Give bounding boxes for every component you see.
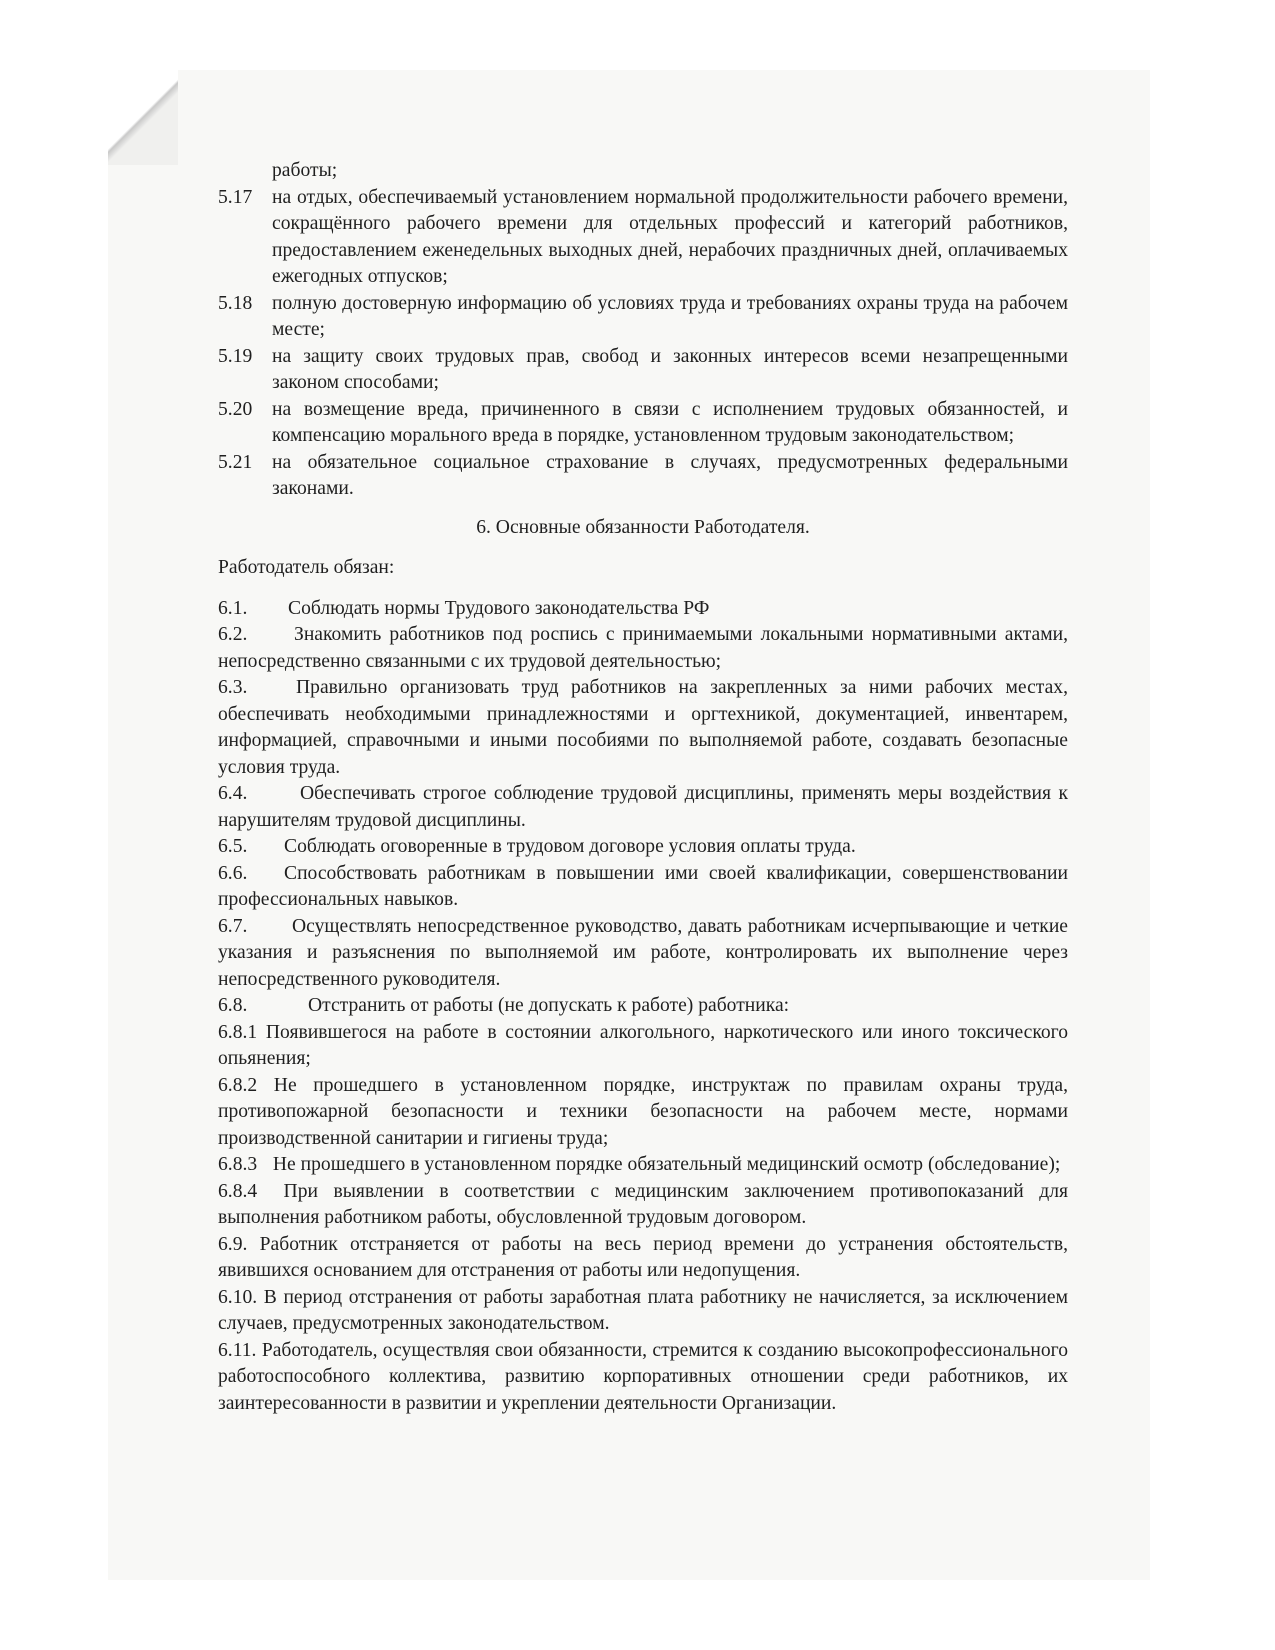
paragraph-number: 6.8. [218, 995, 248, 1016]
list-item [218, 344, 1068, 397]
item-text: на возмещение вреда, причиненного в связи с исполнением трудовых обязанностей, и компенсацию морального вреда в порядке, установленном трудовым законодательством; [272, 398, 1068, 446]
paragraph-6-8-2 [218, 1073, 1068, 1153]
paragraph-6-3 [218, 675, 1068, 781]
paragraph-number: 6.7. [218, 915, 248, 937]
paragraph-6-1 [218, 596, 1068, 623]
item-number: 5.17 [218, 186, 253, 208]
paragraph-6-8-3 [218, 1152, 1068, 1179]
document-body [218, 158, 1068, 1417]
paragraph-text: Работник отстраняется от работы на весь период времени до устранения обстоятельств, явившихся основанием для отстранения от работы или недопущения. [218, 1233, 1068, 1281]
list-item [218, 291, 1068, 344]
item-number: 5.19 [218, 345, 253, 367]
paragraph-6-8-1 [218, 1020, 1068, 1073]
list-item [218, 397, 1068, 450]
item-text: на отдых, обеспечиваемый установлением нормальной продолжительности рабочего времени, сокращённого рабочего времени для отдельных профессий и категорий работников, предоставлением еженедельных выходных дней, нерабочих праздничных дней, оплачиваемых ежегодных отпусков; [272, 186, 1068, 287]
folded-corner [108, 70, 178, 165]
paragraph-text: Осуществлять непосредственное руководство, давать работникам исчерпывающие и четкие указания и разъяснения по выполняемой им работе, контролировать их выполнение через непосредственного руководителя. [218, 915, 1068, 990]
paragraph-6-9 [218, 1232, 1068, 1285]
paragraph-number: 6.8.4 [218, 1180, 258, 1202]
paragraph-text: Работодатель, осуществляя свои обязанности, стремится к созданию высокопрофессионального работоспособного коллектива, развитию корпоративных отношении среди работников, их заинтересованности в развитии и укреплении деятельности Организации. [218, 1339, 1068, 1414]
paragraph-text: Знакомить работников под роспись с принимаемыми локальными нормативными актами, непосредственно связанными с их трудовой деятельностью; [218, 624, 1068, 672]
paragraph-6-8 [218, 993, 1068, 1020]
paragraph-number: 6.9. [218, 1233, 248, 1255]
paragraph-text: Не прошедшего в установленном порядке обязательный медицинский осмотр (обследование); [272, 1154, 1061, 1175]
item-text: полную достоверную информацию об условиях труда и требованиях охраны труда на рабочем месте; [272, 292, 1068, 340]
list-item [218, 450, 1068, 503]
list-item [218, 185, 1068, 291]
paragraph-number: 6.8.2 [218, 1074, 258, 1096]
paragraph-6-5 [218, 834, 1068, 861]
paragraph-number: 6.1. [218, 597, 248, 619]
paragraph-6-10 [218, 1285, 1068, 1338]
paragraph-text: При выявлении в соответствии с медицинским заключением противопоказаний для выполнения работником работы, обусловленной трудовым договором. [218, 1180, 1068, 1228]
paragraph-6-6 [218, 861, 1068, 914]
paragraph-text: Соблюдать оговоренные в трудовом договоре условия оплаты труда. [284, 836, 856, 857]
item-number: 5.18 [218, 292, 253, 314]
paragraph-6-8-4 [218, 1179, 1068, 1232]
paragraph-text: Отстранить от работы (не допускать к работе) работника: [308, 995, 790, 1016]
item-text: на защиту своих трудовых прав, свобод и законных интересов всеми незапрещенными законом способами; [272, 345, 1068, 393]
paragraph-number: 6.3. [218, 677, 248, 698]
paragraph-text: Правильно организовать труд работников на закрепленных за ними рабочих местах, обеспечивать необходимыми принадлежностями и оргтехникой, документацией, инвентарем, информацией, справочными и иными пособиями по выполняемой работе, создавать безопасные условия труда. [218, 677, 1068, 778]
item-number: 5.21 [218, 451, 253, 473]
continuation-text: работы; [272, 160, 338, 181]
paragraph-6-4 [218, 781, 1068, 834]
paragraph-text: Появившегося на работе в состоянии алкогольного, наркотического или иного токсического опьянения; [218, 1021, 1068, 1069]
paragraph-number: 6.6. [218, 862, 248, 884]
paragraph-number: 6.5. [218, 836, 248, 857]
section-intro: Работодатель обязан: [218, 557, 395, 578]
item-text: на обязательное социальное страхование в случаях, предусмотренных федеральными законами. [272, 451, 1068, 499]
paragraph-text: Обеспечивать строгое соблюдение трудовой дисциплины, применять меры воздействия к нарушителям трудовой дисциплины. [218, 783, 1068, 831]
paragraph-number: 6.11. [218, 1339, 257, 1361]
paragraph-text: В период отстранения от работы заработная плата работнику не начисляется, за исключением случаев, предусмотренных законодательством. [218, 1286, 1068, 1334]
section-title: 6. Основные обязанности Работодателя. [476, 516, 810, 538]
paragraph-6-11 [218, 1338, 1068, 1418]
item-number: 5.20 [218, 398, 253, 420]
paragraph-6-2 [218, 622, 1068, 675]
paragraph-text: Способствовать работникам в повышении ими своей квалификации, совершенствовании профессиональных навыков. [218, 862, 1068, 910]
paragraph-number: 6.4. [218, 783, 248, 804]
paragraph-number: 6.8.3 [218, 1154, 258, 1175]
paragraph-number: 6.10. [218, 1286, 258, 1308]
paragraph-text: Соблюдать нормы Трудового законодательства РФ [288, 597, 710, 619]
paragraph-number: 6.8.1 [218, 1021, 258, 1043]
paragraph-text: Не прошедшего в установленном порядке, инструктаж по правилам охраны труда, противопожарной безопасности и техники безопасности на рабочем месте, нормами производственной санитарии и гигиены труда; [218, 1074, 1068, 1149]
paragraph-6-7 [218, 914, 1068, 994]
paragraph-number: 6.2. [218, 624, 248, 645]
